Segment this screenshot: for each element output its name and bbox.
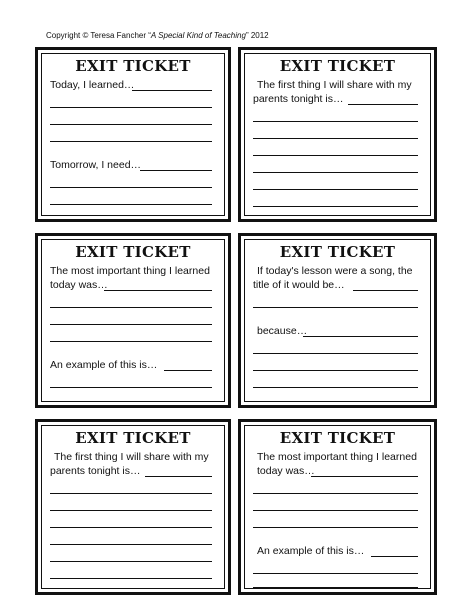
answer-line[interactable]	[50, 561, 212, 562]
answer-line[interactable]	[50, 527, 212, 528]
card-prompt-1: The first thing I will share with my	[54, 451, 209, 463]
exit-ticket-card-2	[238, 47, 437, 222]
answer-line[interactable]	[50, 510, 212, 511]
card-prompt-1: The most important thing I learned	[257, 451, 417, 463]
card-prompt-1: Today, I learned…	[50, 79, 135, 91]
answer-line[interactable]	[253, 155, 418, 156]
answer-line[interactable]	[132, 90, 212, 91]
answer-line[interactable]	[253, 138, 418, 139]
answer-line[interactable]	[253, 353, 418, 354]
answer-line[interactable]	[253, 189, 418, 190]
card-prompt-1-cont: parents tonight is…	[50, 465, 141, 477]
card-prompt-1-cont: parents tonight is…	[253, 93, 344, 105]
card-prompt-1-cont: today was…	[257, 465, 315, 477]
card-prompt-2: because…	[257, 325, 308, 337]
answer-line[interactable]	[50, 107, 212, 108]
answer-line[interactable]	[353, 290, 418, 291]
answer-line[interactable]	[164, 370, 212, 371]
card-prompt-1-cont: title of it would be…	[253, 279, 345, 291]
copyright-book-title: A Special Kind of Teaching	[150, 31, 246, 40]
exit-ticket-card-6	[238, 419, 437, 595]
answer-line[interactable]	[50, 578, 212, 579]
card-inner-border	[244, 239, 431, 402]
card-inner-border	[41, 53, 225, 216]
answer-line[interactable]	[371, 556, 418, 557]
answer-line[interactable]	[253, 587, 418, 588]
card-title: EXIT TICKET	[279, 429, 396, 447]
answer-line[interactable]	[253, 401, 418, 402]
answer-line[interactable]	[140, 170, 212, 171]
answer-line[interactable]	[253, 206, 418, 207]
card-prompt-2: An example of this is…	[257, 545, 365, 557]
card-title: EXIT TICKET	[279, 57, 396, 75]
card-title: EXIT TICKET	[75, 243, 191, 261]
answer-line[interactable]	[50, 204, 212, 205]
copyright-suffix: ” 2012	[245, 31, 269, 40]
answer-line[interactable]	[50, 141, 212, 142]
answer-line[interactable]	[50, 324, 212, 325]
answer-line[interactable]	[253, 370, 418, 371]
card-title: EXIT TICKET	[75, 429, 191, 447]
card-prompt-1: If today's lesson were a song, the	[257, 265, 413, 277]
card-title: EXIT TICKET	[279, 243, 396, 261]
answer-line[interactable]	[253, 493, 418, 494]
card-prompt-1: The first thing I will share with my	[257, 79, 412, 91]
exit-ticket-card-3	[35, 233, 231, 408]
card-inner-border	[244, 53, 431, 216]
answer-line[interactable]	[253, 121, 418, 122]
card-title: EXIT TICKET	[75, 57, 191, 75]
card-prompt-1-cont: today was…	[50, 279, 108, 291]
answer-line[interactable]	[50, 124, 212, 125]
exit-ticket-card-1	[35, 47, 231, 222]
answer-line[interactable]	[253, 573, 418, 574]
exit-ticket-card-4	[238, 233, 437, 408]
answer-line[interactable]	[253, 307, 418, 308]
answer-line[interactable]	[104, 290, 212, 291]
answer-line[interactable]	[50, 544, 212, 545]
answer-line[interactable]	[311, 476, 418, 477]
answer-line[interactable]	[50, 187, 212, 188]
answer-line[interactable]	[253, 172, 418, 173]
answer-line[interactable]	[50, 493, 212, 494]
card-inner-border	[244, 425, 431, 589]
card-prompt-2: An example of this is…	[50, 359, 158, 371]
answer-line[interactable]	[253, 510, 418, 511]
answer-line[interactable]	[253, 527, 418, 528]
answer-line[interactable]	[50, 341, 212, 342]
answer-line[interactable]	[303, 336, 418, 337]
card-prompt-1: The most important thing I learned	[50, 265, 210, 277]
answer-line[interactable]	[50, 387, 212, 388]
card-inner-border	[41, 239, 225, 402]
copyright-notice	[46, 31, 269, 40]
card-inner-border	[41, 425, 225, 589]
answer-line[interactable]	[50, 307, 212, 308]
exit-ticket-card-5	[35, 419, 231, 595]
answer-line[interactable]	[50, 401, 212, 402]
copyright-prefix: Copyright © Teresa Fancher “	[46, 31, 151, 40]
answer-line[interactable]	[253, 387, 418, 388]
answer-line[interactable]	[348, 104, 418, 105]
answer-line[interactable]	[145, 476, 212, 477]
card-prompt-2: Tomorrow, I need…	[50, 159, 142, 171]
